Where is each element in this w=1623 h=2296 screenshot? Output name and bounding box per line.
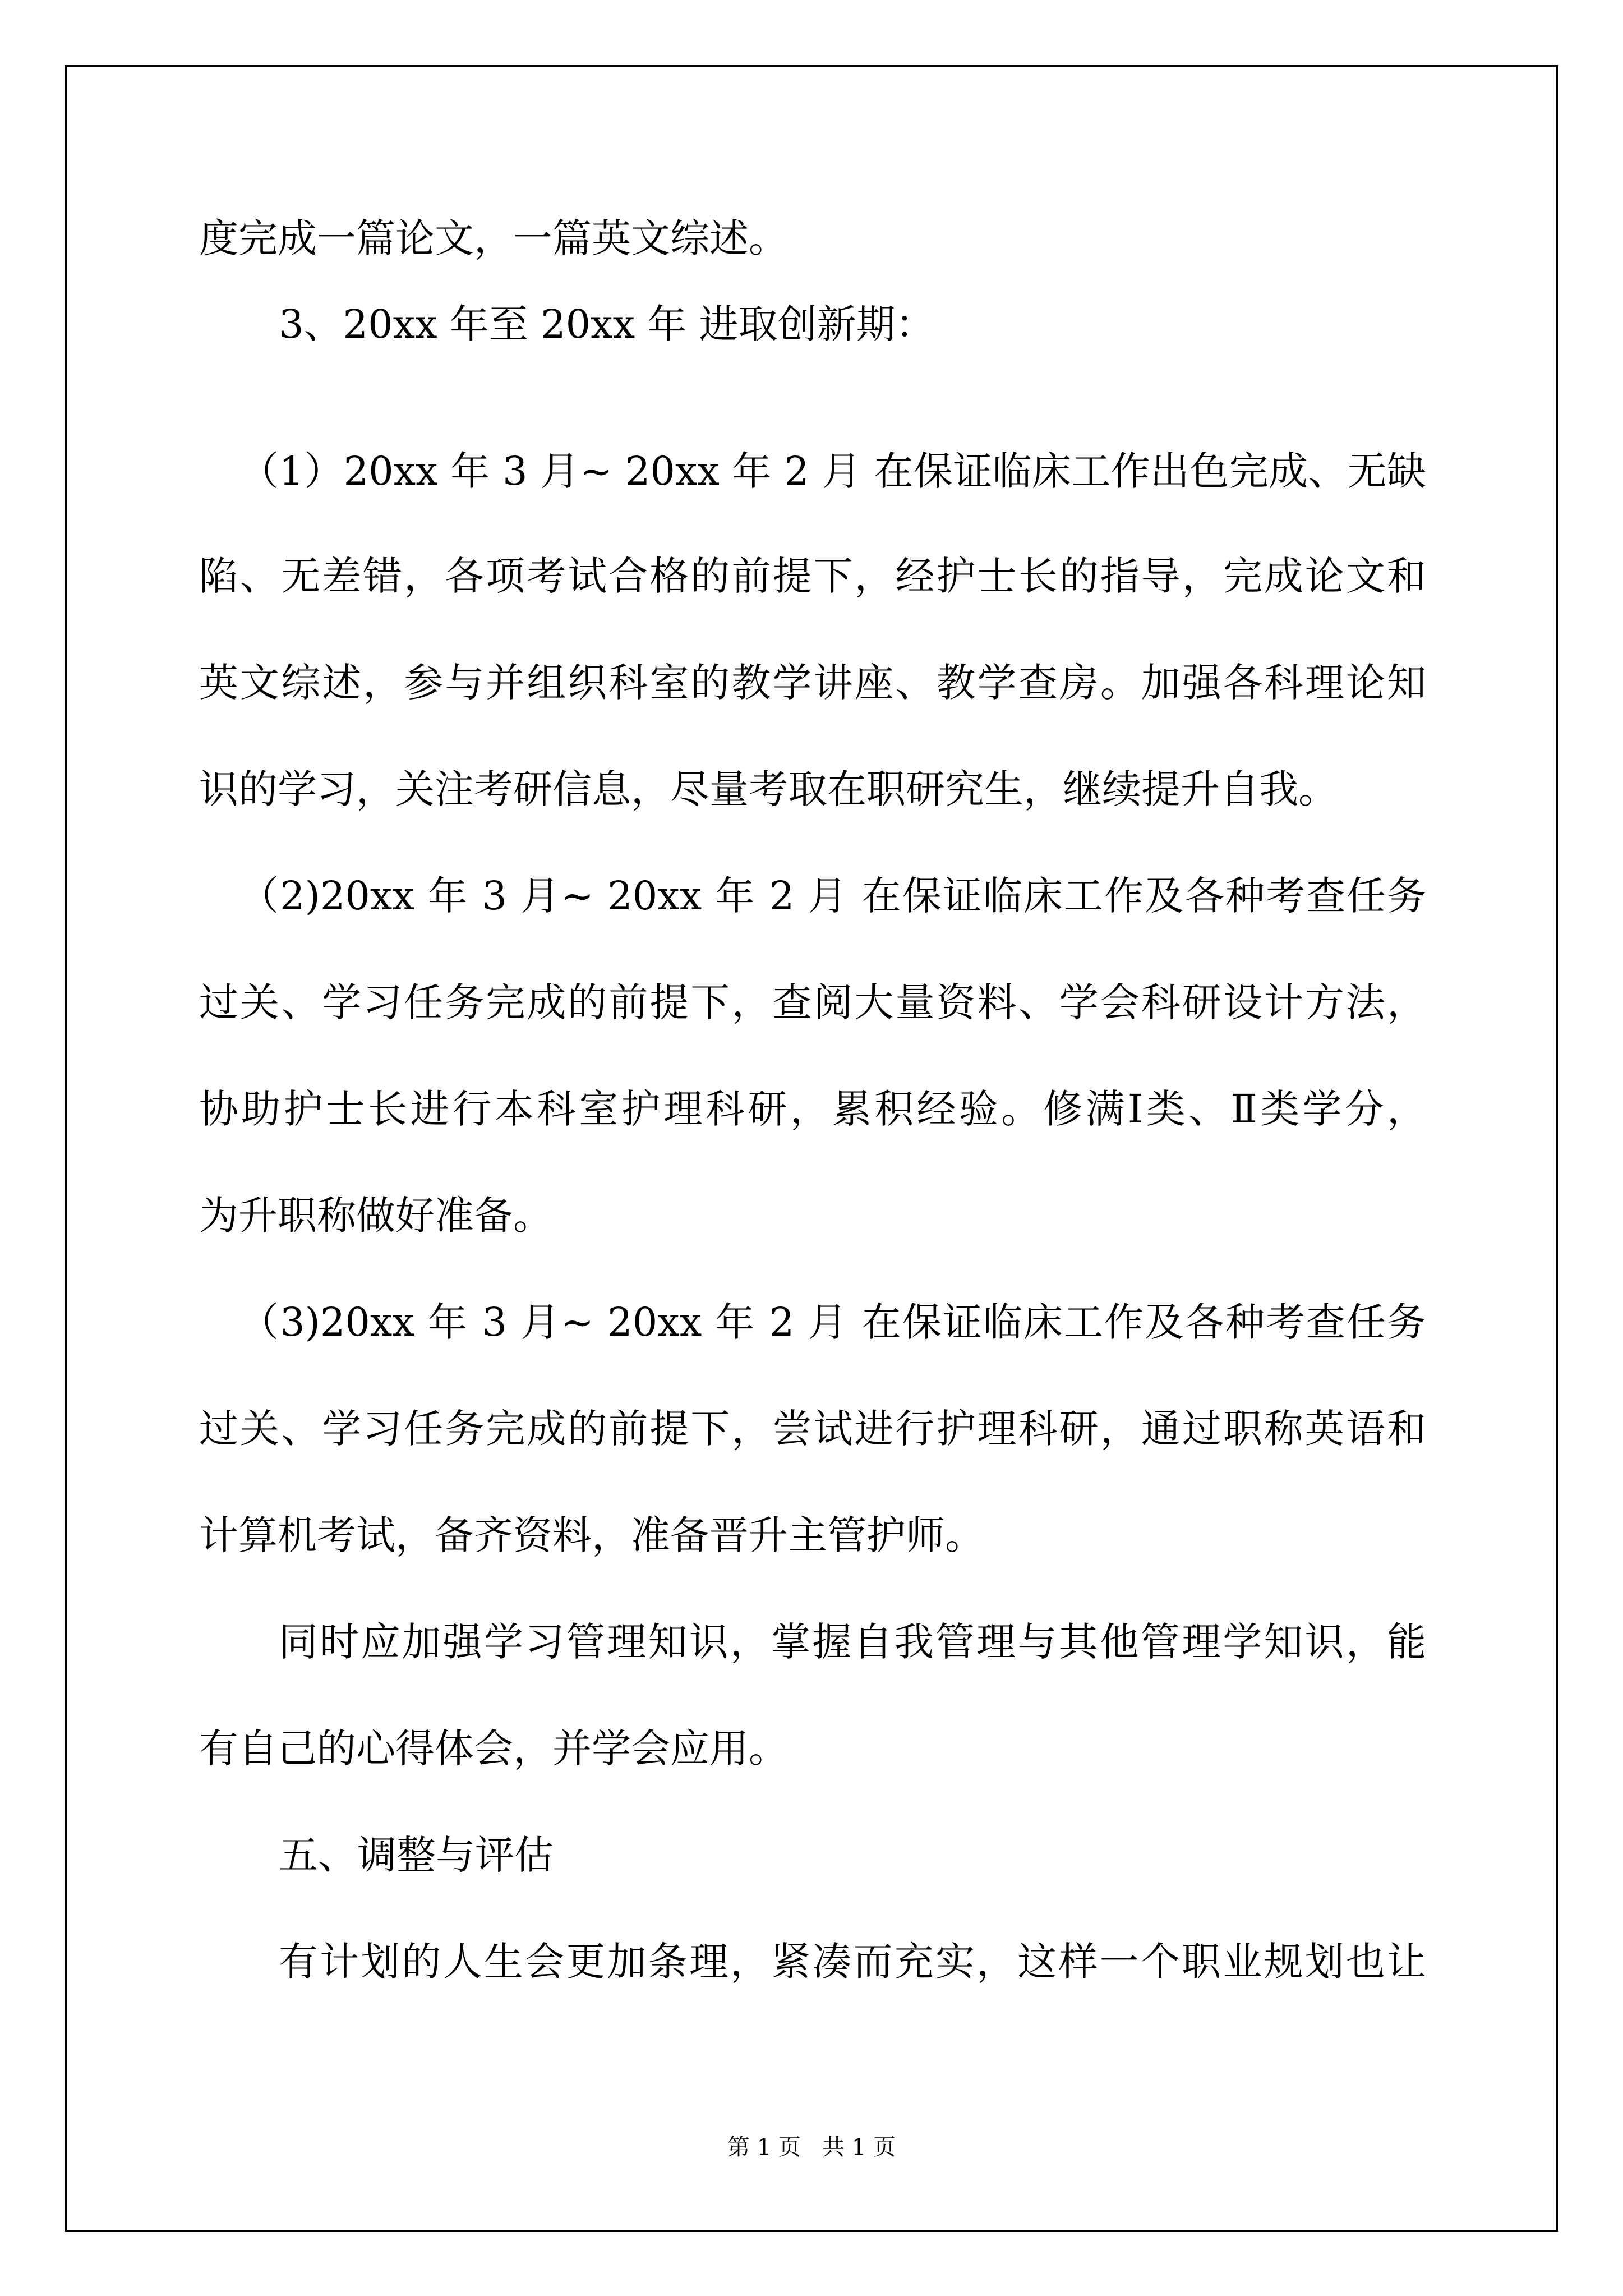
text-line: 过关、学习任务完成的前提下，尝试进行护理科研，通过职称英语和 <box>199 1406 1426 1452</box>
page-border <box>65 65 1558 2232</box>
text-line: （3)20xx 年 3 月~ 20xx 年 2 月 在保证临床工作及各种考查任务 <box>239 1299 1426 1345</box>
text-line: 过关、学习任务完成的前提下，查阅大量资料、学会科研设计方法， <box>199 979 1426 1025</box>
text-line: 协助护士长进行本科室护理科研，累积经验。修满Ⅰ类、Ⅱ类学分， <box>199 1086 1426 1132</box>
text-line: 识的学习，关注考研信息，尽量考取在职研究生，继续提升自我。 <box>199 766 1338 812</box>
text-line: 陷、无差错，各项考试合格的前提下，经护士长的指导，完成论文和 <box>199 553 1426 599</box>
text-line: （2)20xx 年 3 月~ 20xx 年 2 月 在保证临床工作及各种考查任务 <box>239 873 1426 919</box>
text-line: 有计划的人生会更加条理，紧凑而充实，这样一个职业规划也让 <box>279 1939 1426 1985</box>
section-heading: 3、20xx 年至 20xx 年 进取创新期： <box>279 301 935 347</box>
text-line: （1）20xx 年 3 月~ 20xx 年 2 月 在保证临床工作出色完成、无缺 <box>239 448 1426 494</box>
page-number-footer: 第 1 页 共 1 页 <box>727 2134 896 2160</box>
section-heading: 五、调整与评估 <box>279 1832 554 1878</box>
text-line: 同时应加强学习管理知识，掌握自我管理与其他管理学知识，能 <box>279 1619 1426 1665</box>
text-line: 计算机考试，备齐资料，准备晋升主管护师。 <box>199 1512 984 1558</box>
text-line: 为升职称做好准备。 <box>199 1193 552 1239</box>
text-line: 度完成一篇论文，一篇英文综述。 <box>199 215 788 261</box>
text-line: 有自己的心得体会，并学会应用。 <box>199 1726 788 1772</box>
text-line: 英文综述，参与并组织科室的教学讲座、教学查房。加强各科理论知 <box>199 660 1426 706</box>
